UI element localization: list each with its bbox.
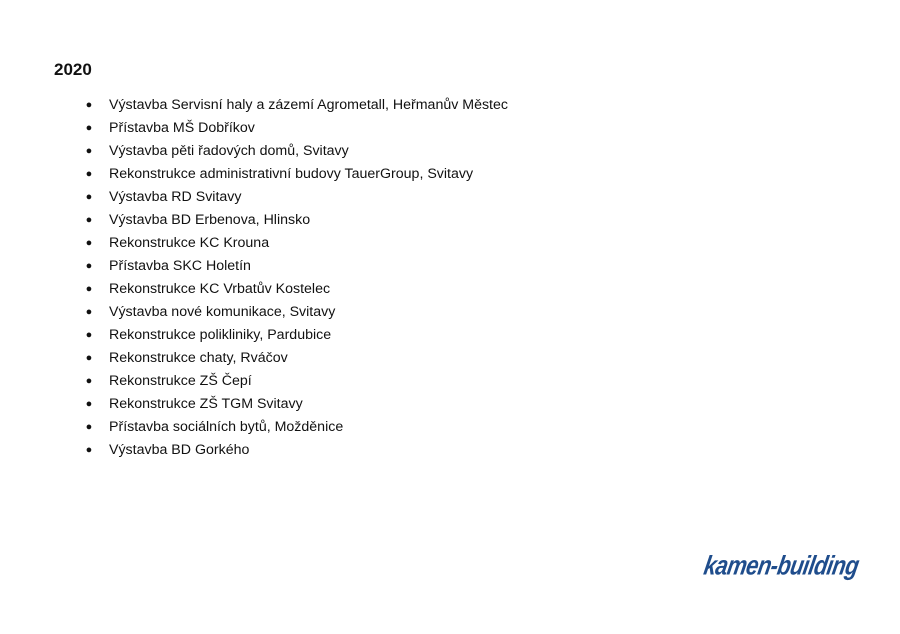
project-name: Rekonstrukce ZŠ TGM Svitavy: [109, 396, 303, 412]
bullet-icon: ●: [85, 191, 93, 203]
bullet-icon: ●: [85, 145, 93, 157]
project-name: Výstavba Servisní haly a zázemí Agrometall, Heřmanův Městec: [109, 97, 508, 113]
project-name: Rekonstrukce administrativní budovy TauerGroup, Svitavy: [109, 166, 474, 182]
bullet-icon: ●: [85, 444, 93, 456]
bullet-icon: ●: [85, 375, 93, 387]
bullet-icon: ●: [85, 168, 93, 180]
year-heading: 2020: [54, 60, 92, 79]
project-name: Výstavba BD Gorkého: [109, 442, 250, 458]
bullet-icon: ●: [85, 214, 93, 226]
project-name: Výstavba BD Erbenova, Hlinsko: [109, 212, 311, 228]
bullet-icon: ●: [85, 122, 93, 134]
bullet-icon: ●: [85, 283, 93, 295]
project-name: Přístavba MŠ Dobříkov: [109, 120, 255, 136]
project-name: Rekonstrukce KC Krouna: [109, 235, 270, 251]
project-name: Rekonstrukce KC Vrbatův Kostelec: [109, 281, 331, 297]
project-name: Rekonstrukce polikliniky, Pardubice: [109, 327, 332, 343]
company-logo: kamen-building: [701, 550, 862, 581]
bullet-icon: ●: [85, 329, 93, 341]
bullet-icon: ●: [85, 421, 93, 433]
project-name: Výstavba pěti řadových domů, Svitavy: [109, 143, 349, 159]
project-name: Přístavba sociálních bytů, Možděnice: [109, 419, 344, 435]
project-name: Výstavba nové komunikace, Svitavy: [109, 304, 336, 320]
bullet-icon: ●: [85, 99, 93, 111]
bullet-icon: ●: [85, 237, 93, 249]
project-name: Výstavba RD Svitavy: [109, 189, 242, 205]
bullet-icon: ●: [85, 306, 93, 318]
project-name: Rekonstrukce chaty, Rváčov: [109, 350, 288, 366]
project-name: Přístavba SKC Holetín: [109, 258, 251, 274]
bullet-icon: ●: [85, 398, 93, 410]
bullet-icon: ●: [85, 352, 93, 364]
bullet-icon: ●: [85, 260, 93, 272]
project-name: Rekonstrukce ZŠ Čepí: [109, 373, 252, 389]
